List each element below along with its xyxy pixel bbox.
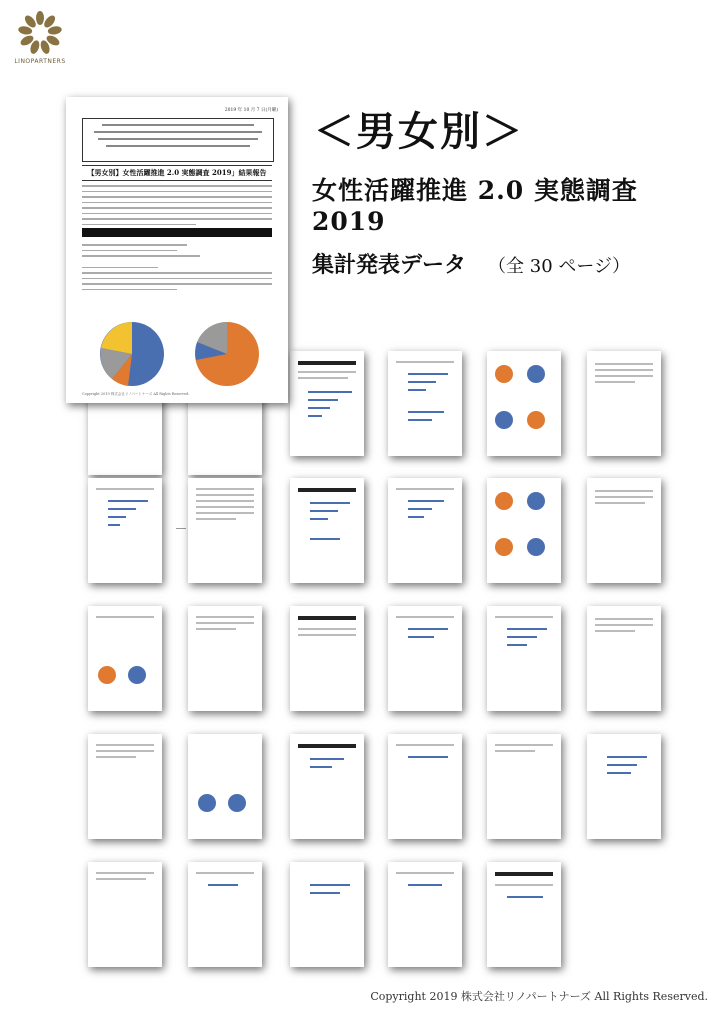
report-intro-text (82, 181, 272, 225)
title-data-label: 集計発表データ (312, 252, 467, 278)
section-heading-bar (82, 228, 272, 237)
thumbnail-page (487, 478, 561, 583)
thumbnail-page (188, 862, 262, 967)
thumbnail-page (88, 734, 162, 839)
thumbnail-page (587, 351, 661, 456)
thumbnail-page (290, 606, 364, 711)
thumbnail-page (188, 606, 262, 711)
arrow-connector (176, 528, 186, 529)
thumbnail-page (290, 478, 364, 583)
thumbnail-page (487, 351, 561, 456)
thumbnail-page (88, 606, 162, 711)
title-block (312, 100, 712, 279)
thumbnail-page (88, 478, 162, 583)
respondent-attributes-text (82, 240, 272, 290)
copyright-notice: Copyright 2019 株式会社リノパートナーズ All Rights Reserved. (370, 990, 708, 1003)
thumbnail-page (587, 478, 661, 583)
thumbnail-page (290, 862, 364, 967)
pie-charts (82, 312, 272, 392)
thumbnail-page (290, 734, 364, 839)
title-subtitle (312, 248, 712, 279)
thumbnail-page (587, 606, 661, 711)
report-cover-page-preview (66, 97, 288, 403)
report-date: 2019 年 10 月 7 日(月曜) (224, 108, 278, 113)
company-logo (14, 10, 66, 65)
report-header-box (82, 118, 274, 162)
thumbnail-page (388, 351, 462, 456)
thumbnail-page (388, 862, 462, 967)
page-count: （全 30 ページ） (488, 256, 631, 277)
report-title: 【男女別】女性活躍推進 2.0 実態調査 2019」結果報告 (82, 165, 272, 181)
thumbnail-page (487, 606, 561, 711)
thumbnail-page (388, 606, 462, 711)
thumbnail-page (290, 351, 364, 456)
title-gender-category: ＜男女別＞ (314, 108, 524, 155)
thumbnail-page (88, 862, 162, 967)
thumbnail-page (188, 734, 262, 839)
laurel-logo-icon (17, 10, 63, 56)
page-footer: Copyright 2019 株式会社リノパートナーズ All Rights Reserved. (82, 392, 190, 396)
logo-text: LINOPARTNERS (14, 58, 66, 65)
thumbnail-page (388, 734, 462, 839)
thumbnail-page (587, 734, 661, 839)
thumbnail-page (188, 478, 262, 583)
thumbnail-page (487, 862, 561, 967)
thumbnail-page (487, 734, 561, 839)
title-survey-name: 女性活躍推進 2.0 実態調査 2019 (312, 176, 638, 236)
thumbnail-page (388, 478, 462, 583)
